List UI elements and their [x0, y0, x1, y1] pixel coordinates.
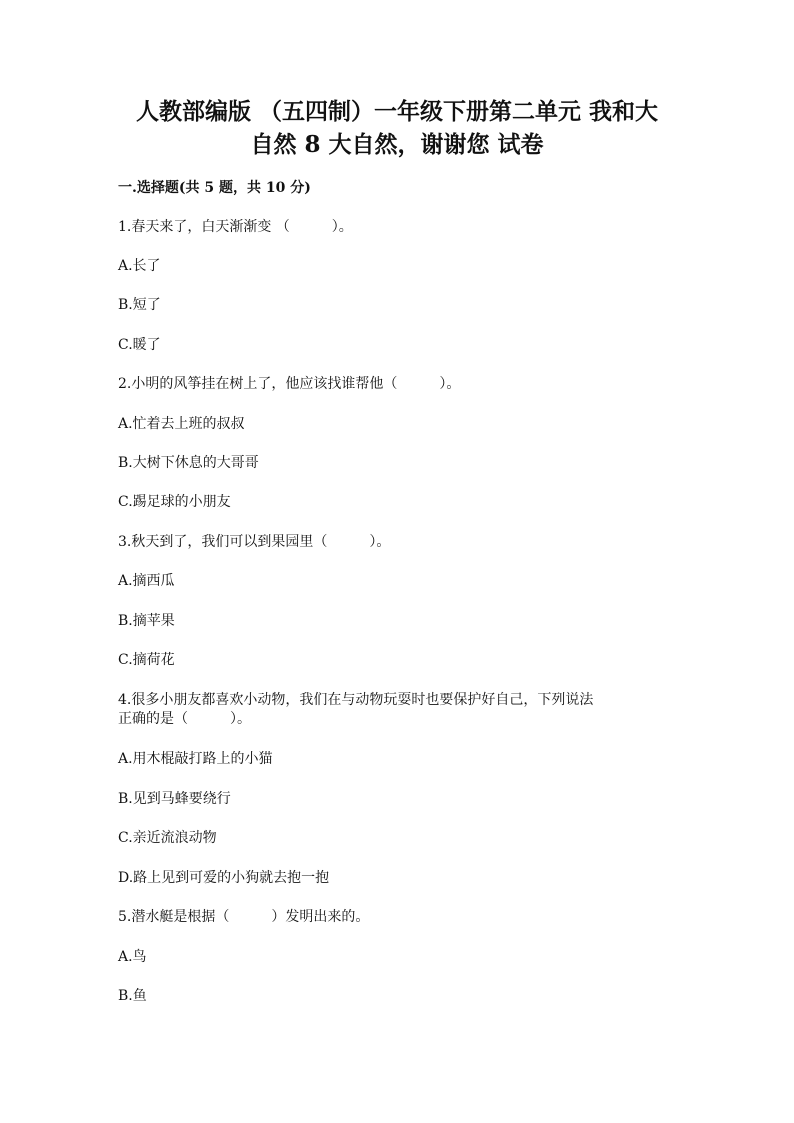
question-2-option-c: C.踢足球的小朋友: [118, 494, 231, 510]
question-1: 1.春天来了，白天渐渐变 （ ）。: [118, 219, 353, 235]
question-2-option-a: A.忙着去上班的叔叔: [118, 416, 245, 432]
question-3: 3.秋天到了，我们可以到果园里（ ）。: [118, 534, 391, 550]
question-4-line-1: 4.很多小朋友都喜欢小动物，我们在与动物玩耍时也要保护好自己，下列说法: [118, 692, 594, 708]
question-4-line-2: 正确的是（ ）。: [118, 711, 251, 727]
question-1-option-c: C.暖了: [118, 337, 161, 353]
question-4-option-c: C.亲近流浪动物: [118, 830, 217, 846]
question-1-option-a: A.长了: [118, 258, 161, 274]
question-4-option-d: D.路上见到可爱的小狗就去抱一抱: [118, 870, 330, 886]
question-2: 2.小明的风筝挂在树上了，他应该找谁帮他（ ）。: [118, 376, 461, 392]
question-1-option-b: B.短了: [118, 297, 161, 313]
question-2-option-b: B.大树下休息的大哥哥: [118, 455, 259, 471]
section-heading: 一.选择题(共 5 题，共 10 分): [118, 180, 311, 196]
question-4-option-b: B.见到马蜂要绕行: [118, 791, 231, 807]
question-5: 5.潜水艇是根据（ ）发明出来的。: [118, 909, 370, 925]
question-3-option-b: B.摘苹果: [118, 613, 175, 629]
question-5-option-a: A.鸟: [118, 949, 147, 965]
exam-title-line-1: 人教部编版 （五四制）一年级下册第二单元 我和大: [135, 98, 658, 125]
question-3-option-a: A.摘西瓜: [118, 573, 175, 589]
exam-title-line-2: 自然 8 大自然，谢谢您 试卷: [250, 131, 544, 158]
question-3-option-c: C.摘荷花: [118, 652, 175, 668]
question-4-option-a: A.用木棍敲打路上的小猫: [118, 751, 273, 767]
question-5-option-b: B.鱼: [118, 988, 147, 1004]
